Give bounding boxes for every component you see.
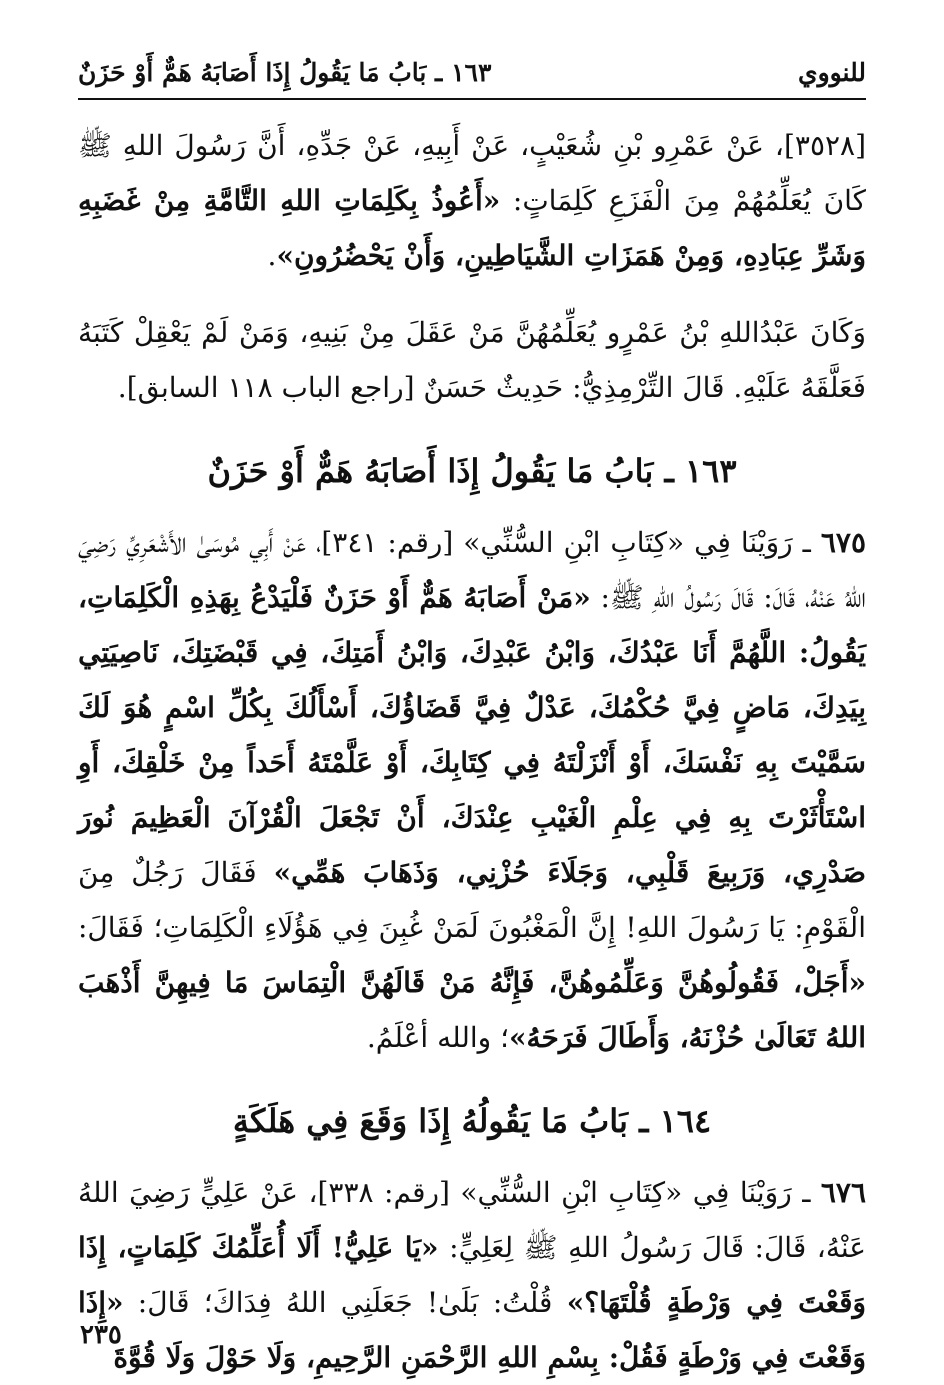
page-number: ٢٣٥ [80,1320,122,1350]
hadith-675-dua: «مَنْ أَصَابَهُ هَمٌّ أَوْ حَزَنٌ فَلْيَدْعُ بِهَذِهِ الْكَلِمَاتِ، يَقُولُ: اللَّهُمَّ أَنَا عَبْدُكَ، وَابْنُ عَبْدِكَ، وَابْنُ أَمَتِكَ، فِي قَبْضَتِكَ، نَاصِيَتِي بِيَدِكَ، مَاضٍ فِيَّ حُكْمُكَ، عَدْلٌ فِيَّ قَضَاؤُكَ، أَسْأَلُكَ بِكُلِّ اسْمٍ هُوَ لَكَ سَمَّيْتَ بِهِ نَفْسَكَ، أَوْ أَنْزَلْتَهُ فِي كِتَابِكَ، أَوْ عَلَّمْتَهُ أَحَداً مِنْ خَلْقِكَ، أَوِ اسْتَأْثَرْتَ بِهِ فِي عِلْمِ الْغَيْبِ عِنْدَكَ، أَنْ تَجْعَلَ الْقُرْآنَ الْعَظِيمَ نُورَ صَدْرِي، وَرَبِيعَ قَلْبِي، وَجَلَاءَ حُزْنِي، وَذَهَابَ هَمِّي» [78,581,866,889]
hadith-3528 [78,118,866,283]
hadith-675-end: ؛ والله أعْلَمُ. [366,1021,509,1054]
hadith-676-question: «يَا عَلِيُّ! أَلَا أُعَلِّمُكَ كَلِمَاتٍ، إِذَا وَقَعْتَ فِي وَرْطَةٍ قُلْتَهَا؟» [78,1231,866,1319]
page-body [78,118,866,1385]
hadith-676-intro: ـ رَوَيْنَا فِي «كِتَابِ ابْنِ السُّنِّي» [رقم: ٣٣٨]، عَنْ عَلِيٍّ رَضِيَ اللهُ عَنْهُ، قَالَ: قَالَ رَسُولُ اللهِ ﷺ لِعَلِيٍّ: [78,1176,867,1264]
hadith-676-dua: «إِذَا وَقَعْتَ فِي وَرْطَةٍ فَقُلْ: بِسْمِ اللهِ الرَّحْمَنِ الرَّحِيمِ، وَلَا حَوْلَ وَلَا قُوَّةَ [78,1286,866,1374]
hadith-676 [78,1165,866,1385]
hadith-3528-dua: «أَعُوذُ بِكَلِمَاتِ اللهِ التَّامَّةِ مِنْ غَضَبِهِ وَشَرِّ عِبَادِهِ، وَمِنْ هَمَزَاتِ الشَّيَاطِينِ، وَأَنْ يَحْضُرُونِ» [78,184,866,272]
hadith-3528-note-text: وَكَانَ عَبْدُاللهِ بْنُ عَمْرٍو يُعَلِّمُهُنَّ مَنْ عَقَلَ مِنْ بَنِيهِ، وَمَنْ لَمْ يَعْقِلْ كَتَبَهُ فَعَلَّقَهُ عَلَيْهِ. قَالَ التِّرْمِذِيُّ: حَدِيثٌ حَسَنٌ [راجع الباب ١١٨ السابق]. [78,316,866,404]
hadith-675 [78,515,866,1065]
chapter-heading-164: ١٦٤ ـ بَابُ مَا يَقُولُهُ إِذَا وَقَعَ فِي هَلَكَةٍ [232,1102,712,1140]
hadith-676-number: ٦٧٦ [820,1176,866,1209]
chapter-title: ١٦٣ ـ بَابُ مَا يَقُولُ إِذَا أَصَابَهُ هَمٌّ أَوْ حَزَنٌ [78,58,492,87]
paragraph-gap [78,283,866,305]
hadith-3528-note [78,305,866,415]
chapter-heading-163: ١٦٣ ـ بَابُ مَا يَقُولُ إِذَا أَصَابَهُ هَمٌّ أَوْ حَزَنٌ [207,452,737,490]
hadith-675-answer: «أَجَلْ، فَقُولُوهُنَّ وَعَلِّمُوهُنَّ، فَإِنَّهُ مَنْ قَالَهُنَّ الْتِمَاسَ مَا فِيهِنَّ أَذْهَبَ اللهُ تَعَالَىٰ حُزْنَهُ، وَأَطَالَ فَرَحَهُ» [78,966,866,1054]
hadith-675-intro: ـ رَوَيْنَا فِي «كِتَابِ ابْنِ السُّنِّي» [رقم: ٣٤١]، عَنْ أَبِي مُوسَىٰ الأَشْعَرِيِّ رَضِيَ اللهُ عَنْهُ، قَالَ: قَالَ رَسُولُ اللهِ ﷺ: [78,526,866,614]
running-header [78,52,866,100]
hadith-675-number: ٦٧٥ [820,526,866,559]
book-title: للنووي [798,58,866,87]
hadith-3528-intro: [٣٥٢٨]، عَنْ عَمْرِو بْنِ شُعَيْبٍ، عَنْ أَبِيهِ، عَنْ جَدِّهِ، أَنَّ رَسُولَ اللهِ ﷺ كَانَ يُعَلِّمُهُمْ مِنَ الْفَزَعِ كَلِمَاتٍ: [78,129,867,217]
hadith-675-question: فَقَالَ رَجُلٌ مِنَ الْقَوْمِ: يَا رَسُولَ اللهِ! إِنَّ الْمَغْبُونَ لَمَنْ غُبِنَ فِي هَؤُلَاءِ الْكَلِمَاتِ؛ فَقَالَ: [78,856,866,944]
hadith-676-reply: قُلْتُ: بَلَىٰ! جَعَلَنِي اللهُ فِدَاكَ؛ قَالَ: [123,1286,567,1319]
hadith-3528-end: . [267,239,277,272]
